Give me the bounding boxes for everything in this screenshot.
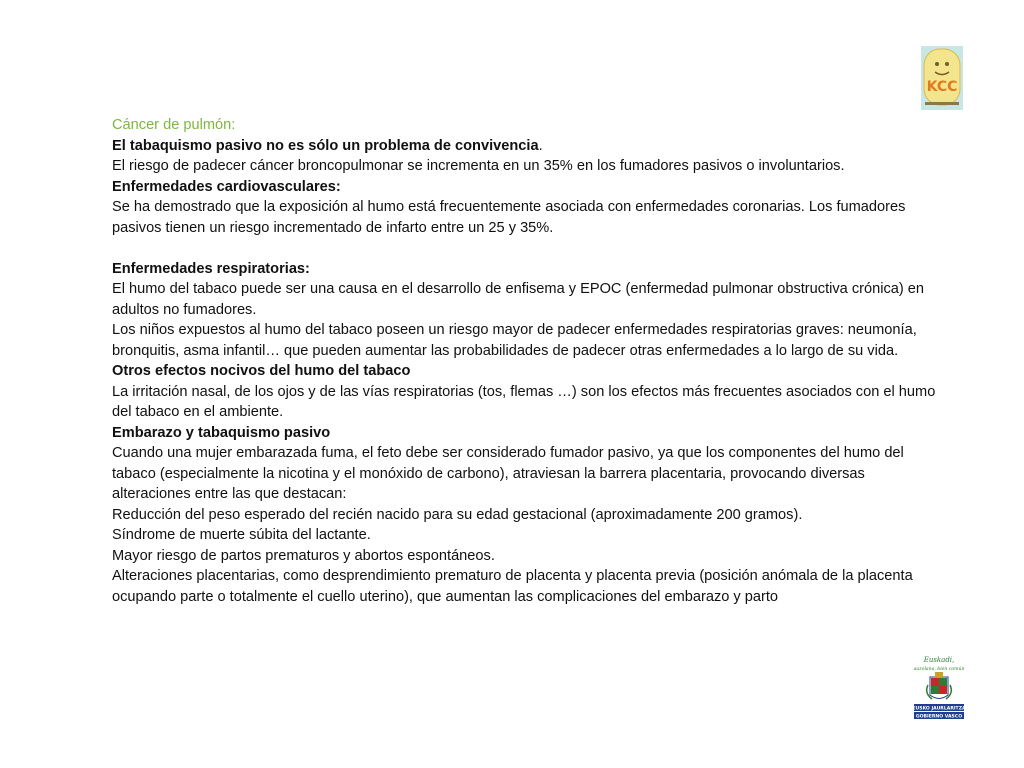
slide-body bbox=[112, 115, 942, 607]
heading-cardiovascular: Enfermedades cardiovasculares: bbox=[112, 178, 341, 195]
heading-lung-cancer: Cáncer de pulmón: bbox=[112, 117, 236, 133]
statement-passive-smoking bbox=[112, 136, 942, 157]
paragraph-pregnancy-4: Mayor riesgo de partos prematuros y abortos espontáneos. bbox=[112, 547, 495, 564]
paragraph-other-effects: La irritación nasal, de los ojos y de las vías respiratorias (tos, flemas …) son los efectos más frecuentes asociados con el humo del tabaco en el ambiente. bbox=[112, 383, 936, 420]
gov-logo-slogan-2: auzolana, bien común bbox=[913, 667, 965, 672]
paragraph-pregnancy-5: Alteraciones placentarias, como desprendimiento prematuro de placenta y placenta previa (posición anómala de la placenta ocupando parte o totalmente el cuello uterino), que aumentan las complicaciones del embarazo y parto bbox=[112, 568, 913, 605]
bold-statement: El tabaquismo pasivo no es sólo un problema de convivencia bbox=[112, 137, 539, 154]
paragraph-cardiovascular: Se ha demostrado que la exposición al humo está frecuentemente asociada con enfermedades coronarias. Los fumadores pasivos tienen un riesgo incrementado de infarto entre un 25 y 35%. bbox=[112, 199, 906, 236]
paragraph-pregnancy-3: Síndrome de muerte súbita del lactante. bbox=[112, 527, 371, 543]
paragraph-pregnancy-1: Cuando una mujer embarazada fuma, el feto debe ser considerado fumador pasivo, ya que los componentes del humo del tabaco (especialmente la nicotina y el monóxido de carbono), atraviesan la barrera placentaria, provocando diversas alteraciones entre las que destacan: bbox=[112, 445, 904, 502]
heading-respiratory: Enfermedades respiratorias: bbox=[112, 260, 310, 277]
gobierno-vasco-logo bbox=[908, 655, 970, 721]
bold-statement-suffix: . bbox=[538, 137, 543, 154]
paragraph-pregnancy-2: Reducción del peso esperado del recién nacido para su edad gestacional (aproximadamente 200 gramos). bbox=[112, 506, 803, 523]
heading-other-effects: Otros efectos nocivos del humo del tabaco bbox=[112, 363, 411, 379]
gov-logo-slogan-1: Euskadi, bbox=[923, 656, 955, 664]
kcc-logo bbox=[921, 46, 963, 110]
paragraph-respiratory-2: Los niños expuestos al humo del tabaco poseen un riesgo mayor de padecer enfermedades respiratorias graves: neumonía, bronquitis, asma infantil… que pueden aumentar las probabilidades de padecer otras enfermedades a lo largo de su vida. bbox=[112, 322, 917, 359]
paragraph-lung-cancer-risk: El riesgo de padecer cáncer broncopulmonar se incrementa en un 35% en los fumadores pasivos o involuntarios. bbox=[112, 158, 845, 174]
heading-pregnancy: Embarazo y tabaquismo pasivo bbox=[112, 424, 331, 441]
spacer bbox=[112, 238, 942, 259]
kcc-logo-text: KCC bbox=[926, 79, 958, 95]
gov-logo-line-1: EUSKO JAURLARITZA bbox=[912, 706, 966, 712]
gov-logo-line-2: GOBIERNO VASCO bbox=[915, 714, 963, 720]
paragraph-respiratory-1: El humo del tabaco puede ser una causa en el desarrollo de enfisema y EPOC (enfermedad pulmonar obstructiva crónica) en adultos no fumadores. bbox=[112, 281, 925, 318]
